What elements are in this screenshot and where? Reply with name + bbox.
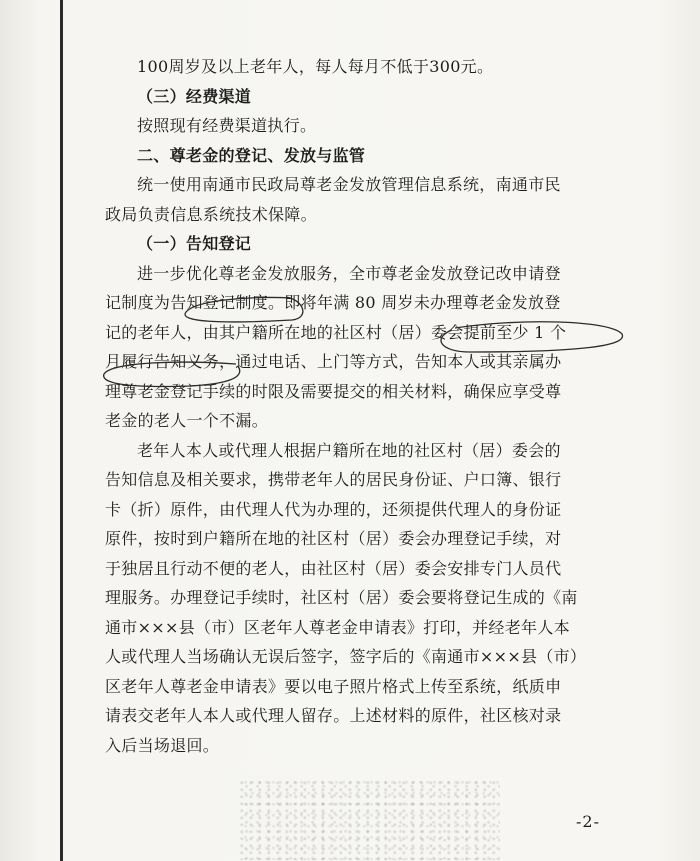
text-line: 于独居且行动不便的老人，由社区村（居）委会安排专门人员代 [105,558,562,578]
text-line: 理尊老金登记手续的时限及需要提交的相关材料，确保应享受尊 [105,381,562,401]
text-line: 100周岁及以上老年人，每人每月不低于300元。 [137,57,494,76]
text-line: 原件，按时到户籍所在地的社区村（居）委会办理登记手续，对 [105,529,562,548]
text-line: 理服务。办理登记手续时，社区村（居）委会要将登记生成的《南 [105,588,578,607]
text-line: 进一步优化尊老金发放服务，全市尊老金发放登记改申请登 [137,263,561,283]
subheading: （三）经费渠道 [137,86,252,106]
text-line: 老年人本人或代理人根据户籍所在地的社区村（居）委会的 [137,440,561,460]
text-line: 按照现有经费渠道执行。 [137,116,317,135]
text-line: 政局负责信息系统技术保障。 [105,204,317,224]
section-heading: 二、尊老金的登记、发放与监管 [137,145,366,165]
text-line: 卡（折）原件，由代理人代为办理的，还须提供代理人的身份证 [105,499,562,519]
text-line: 记的老年人，由其户籍所在地的社区村（居）委会提前至少 1 个 [105,322,567,342]
text-line: 告知信息及相关要求，携带老年人的居民身份证、户口簿、银行 [105,470,562,489]
document-body [105,52,615,760]
text-line: 记制度为告知登记制度。即将年满 80 周岁未办理尊老金发放登 [105,293,561,312]
text-line: 请表交老年人本人或代理人留存。上述材料的原件，社区核对录 [105,706,562,725]
text-line: 通市×××县（市）区老年人尊老金申请表》打印，并经老年人本 [105,617,570,637]
page-number: -2- [576,812,600,831]
text-line: 人或代理人当场确认无误后签字，签字后的《南通市×××县（市） [105,647,587,666]
text-line: 入后当场退回。 [105,735,220,755]
text-line: 统一使用南通市民政局尊老金发放管理信息系统，南通市民 [137,175,561,194]
subheading: （一）告知登记 [137,234,252,253]
scan-noise [240,780,500,860]
text-line: 老金的老人一个不漏。 [105,411,269,430]
text-line: 区老年人尊老金申请表》要以电子照片格式上传至系统，纸质申 [105,676,562,696]
binding-edge [60,0,63,861]
text-line: 月履行告知义务，通过电话、上门等方式，告知本人或其亲属办 [105,352,562,371]
